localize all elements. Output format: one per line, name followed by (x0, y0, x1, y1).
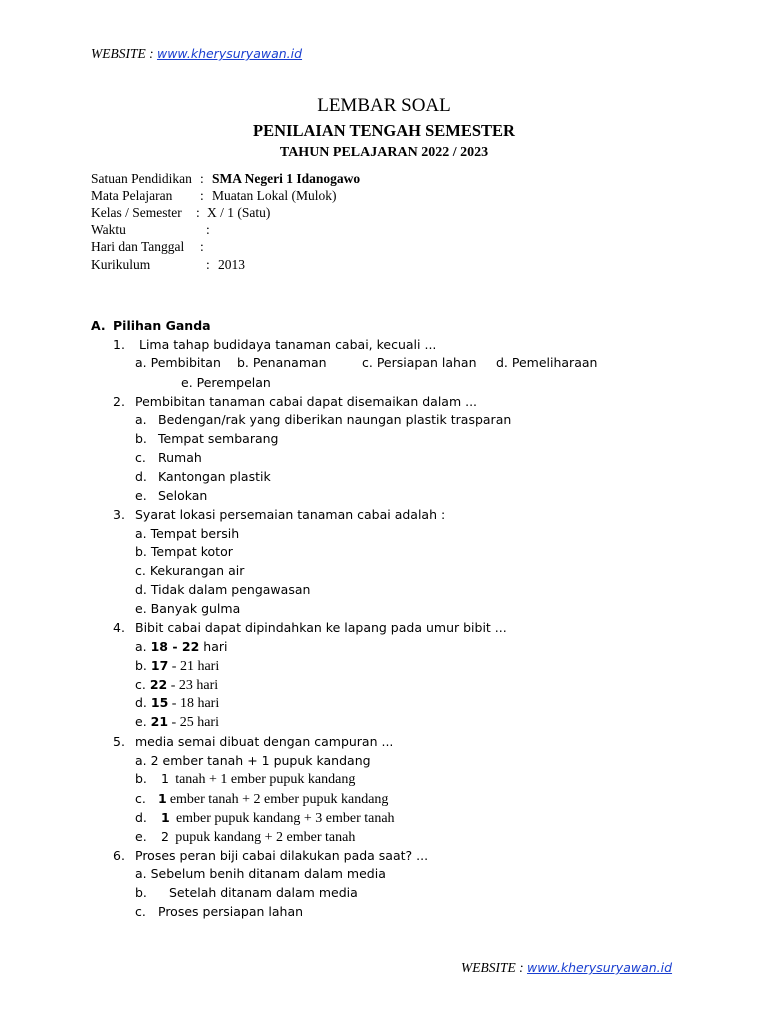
info-label-class: Kelas / Semester (91, 205, 182, 220)
info-value-class: X / 1 (Satu) (207, 205, 271, 220)
option-letter: c. (135, 450, 146, 465)
option: a. Sebelum benih ditanam dalam media (135, 866, 386, 881)
question-number: 6. (113, 848, 125, 863)
option-letter: b. (135, 431, 147, 446)
option: Proses persiapan lahan (158, 904, 304, 919)
info-sep-subject: : (200, 188, 204, 203)
option: e. Banyak gulma (135, 601, 241, 616)
option: b. 17 - 21 hari (135, 658, 220, 674)
page-subtitle: PENILAIAN TENGAH SEMESTER (253, 121, 515, 140)
option: a. 18 - 22 hari (135, 639, 228, 654)
question-number: 4. (113, 620, 125, 635)
question-number: 2. (113, 394, 125, 409)
option: 1 tanah + 1 ember pupuk kandang (161, 771, 356, 787)
option: b. Tempat kotor (135, 544, 233, 559)
page-title: LEMBAR SOAL (317, 95, 451, 116)
info-label-date: Hari dan Tanggal (91, 239, 185, 254)
header-website-link[interactable]: www.kherysuryawan.id (156, 46, 303, 61)
option-letter: d. (135, 469, 147, 484)
option: Kantongan plastik (158, 469, 271, 484)
footer-website (461, 960, 672, 976)
question-text: media semai dibuat dengan campuran ... (135, 734, 394, 749)
option-letter: b. (135, 771, 147, 786)
option-letter: c. (135, 904, 146, 919)
option: c. Kekurangan air (135, 563, 245, 578)
header-website-label: WEBSITE : (91, 46, 154, 61)
option-letter: c. (135, 791, 146, 806)
info-sep-curriculum: : (206, 257, 210, 272)
option: Tempat sembarang (158, 431, 279, 446)
option: 2 pupuk kandang + 2 ember tanah (161, 829, 356, 845)
question-text: Proses peran biji cabai dilakukan pada saat? ... (135, 848, 429, 863)
option: e. 21 - 25 hari (135, 714, 219, 730)
footer-website-link[interactable]: www.kherysuryawan.id (526, 960, 673, 975)
info-sep-time: : (206, 222, 210, 237)
question-text: Syarat lokasi persemaian tanaman cabai adalah : (135, 507, 446, 522)
option: a. Pembibitan (135, 355, 221, 370)
option: b. Penanaman (237, 355, 327, 370)
option: e. Perempelan (181, 375, 271, 390)
info-label-school: Satuan Pendidikan (91, 171, 192, 186)
option: Bedengan/rak yang diberikan naungan plastik trasparan (158, 412, 512, 427)
info-sep-school: : (200, 171, 204, 186)
option: d. Tidak dalam pengawasan (135, 582, 311, 597)
option: Selokan (158, 488, 208, 503)
option: c. 22 - 23 hari (135, 677, 219, 693)
info-label-subject: Mata Pelajaran (91, 188, 173, 203)
option: 1 ember pupuk kandang + 3 ember tanah (161, 810, 395, 826)
info-sep-date: : (200, 239, 204, 254)
question-number: 5. (113, 734, 125, 749)
option-letter: b. (135, 885, 147, 900)
info-value-school: SMA Negeri 1 Idanogawo (212, 171, 361, 186)
question-text: Bibit cabai dapat dipindahkan ke lapang pada umur bibit ... (135, 620, 507, 635)
option: 1 ember tanah + 2 ember pupuk kandang (158, 791, 389, 807)
info-value-curriculum: 2013 (218, 257, 245, 272)
header-website (91, 46, 302, 62)
option: a. 2 ember tanah + 1 pupuk kandang (135, 753, 371, 768)
question-number: 3. (113, 507, 125, 522)
option-letter: d. (135, 810, 147, 825)
option: c. Persiapan lahan (362, 355, 477, 370)
option: Rumah (158, 450, 202, 465)
section-marker: A. (91, 318, 106, 333)
question-text: Lima tahap budidaya tanaman cabai, kecuali ... (139, 337, 437, 352)
info-value-subject: Muatan Lokal (Mulok) (212, 188, 337, 203)
option: a. Tempat bersih (135, 526, 240, 541)
info-label-time: Waktu (91, 222, 126, 237)
option-letter: e. (135, 488, 147, 503)
question-text: Pembibitan tanaman cabai dapat disemaikan dalam ... (135, 394, 478, 409)
info-label-curriculum: Kurikulum (91, 257, 151, 272)
option: d. Pemeliharaan (496, 355, 598, 370)
option: d. 15 - 18 hari (135, 695, 220, 711)
option-letter: a. (135, 412, 147, 427)
info-sep-class: : (196, 205, 200, 220)
academic-year: TAHUN PELAJARAN 2022 / 2023 (279, 145, 489, 160)
option: Setelah ditanam dalam media (169, 885, 358, 900)
section-title: Pilihan Ganda (113, 318, 211, 333)
option-letter: e. (135, 829, 147, 844)
footer-website-label: WEBSITE : (461, 960, 524, 975)
question-number: 1. (113, 337, 125, 352)
